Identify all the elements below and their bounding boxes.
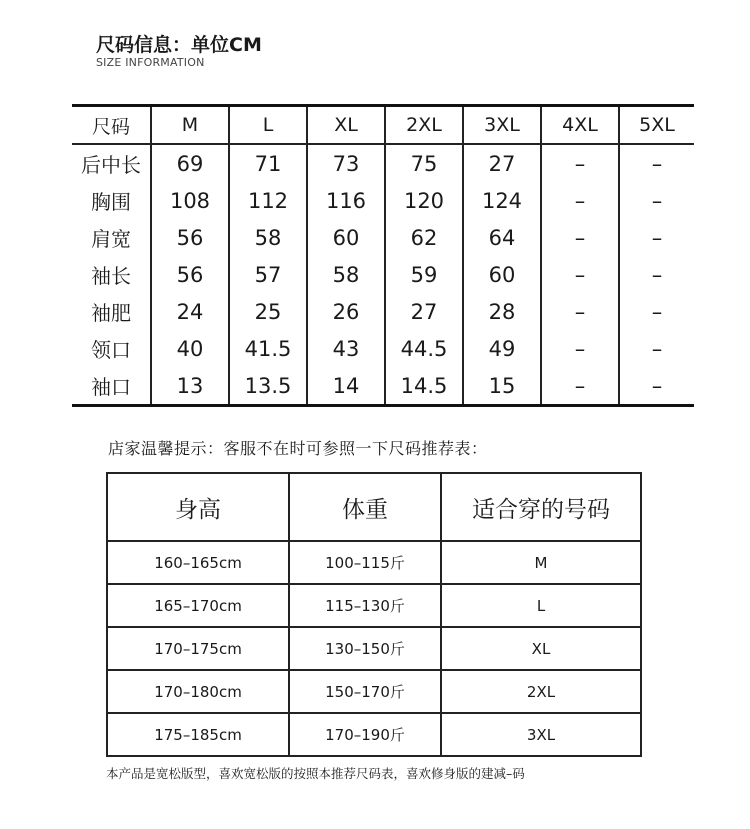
row-label: 袖口 (91, 375, 131, 399)
table-cell: 60 (307, 219, 385, 256)
table-cell: 2XL (441, 670, 641, 713)
column-header: 尺码 (72, 106, 151, 145)
recommend-table (106, 472, 642, 757)
table-cell: 44.5 (385, 330, 463, 367)
table-cell: 13.5 (229, 367, 307, 406)
fit-note: 本产品是宽松版型，喜欢宽松版的按照本推荐尺码表，喜欢修身版的建减–码 (106, 766, 525, 781)
column-header: 4XL (541, 106, 619, 145)
table-cell: 58 (307, 256, 385, 293)
table-cell: – (619, 330, 694, 367)
table-cell: XL (441, 627, 641, 670)
table-cell: – (619, 144, 694, 182)
table-cell: 24 (151, 293, 229, 330)
table-cell: 73 (307, 144, 385, 182)
table-cell: 62 (385, 219, 463, 256)
table-row (72, 256, 694, 293)
table-cell: 170–175cm (107, 627, 289, 670)
table-cell: 27 (463, 144, 541, 182)
table-cell: – (541, 256, 619, 293)
table-row (72, 330, 694, 367)
table-cell: 58 (229, 219, 307, 256)
table-cell: – (541, 367, 619, 406)
row-label: 袖长 (91, 264, 131, 288)
size-table-header (72, 106, 694, 145)
table-cell: 115–130斤 (289, 584, 441, 627)
table-cell: 130–150斤 (289, 627, 441, 670)
column-header: 身高 (107, 473, 289, 541)
table-cell: 26 (307, 293, 385, 330)
table-cell: – (541, 330, 619, 367)
row-label: 领口 (91, 338, 131, 362)
table-row (107, 713, 641, 756)
table-cell: 3XL (441, 713, 641, 756)
table-row (72, 144, 694, 182)
table-cell: 56 (151, 219, 229, 256)
row-label: 后中长 (81, 153, 141, 177)
table-cell: – (541, 293, 619, 330)
table-cell: 69 (151, 144, 229, 182)
table-cell: 57 (229, 256, 307, 293)
table-cell: 15 (463, 367, 541, 406)
table-cell: 14 (307, 367, 385, 406)
table-row (107, 670, 641, 713)
table-cell: 59 (385, 256, 463, 293)
table-row (72, 367, 694, 406)
table-cell: 116 (307, 182, 385, 219)
table-row (72, 182, 694, 219)
column-header: M (151, 106, 229, 145)
table-cell: 64 (463, 219, 541, 256)
table-cell: 160–165cm (107, 541, 289, 584)
table-cell: 28 (463, 293, 541, 330)
table-cell: 71 (229, 144, 307, 182)
table-cell: 170–190斤 (289, 713, 441, 756)
row-label: 肩宽 (91, 227, 131, 251)
table-cell: 165–170cm (107, 584, 289, 627)
table-cell: 120 (385, 182, 463, 219)
table-cell: 27 (385, 293, 463, 330)
table-row (107, 584, 641, 627)
table-cell: 40 (151, 330, 229, 367)
table-cell: 108 (151, 182, 229, 219)
table-cell: – (619, 182, 694, 219)
table-cell: – (619, 219, 694, 256)
row-label: 胸围 (91, 190, 131, 214)
table-cell: 60 (463, 256, 541, 293)
table-cell: 100–115斤 (289, 541, 441, 584)
column-header: 体重 (289, 473, 441, 541)
size-table (72, 104, 694, 407)
table-cell: 13 (151, 367, 229, 406)
table-cell: – (619, 293, 694, 330)
table-cell: 25 (229, 293, 307, 330)
table-row (107, 541, 641, 584)
column-header: XL (307, 106, 385, 145)
table-cell: 75 (385, 144, 463, 182)
row-label: 袖肥 (91, 301, 131, 325)
table-cell: 112 (229, 182, 307, 219)
table-cell: M (441, 541, 641, 584)
column-header: 3XL (463, 106, 541, 145)
table-cell: – (541, 182, 619, 219)
table-cell: – (541, 219, 619, 256)
table-cell: – (619, 367, 694, 406)
table-cell: – (619, 256, 694, 293)
table-cell: 49 (463, 330, 541, 367)
table-cell: 14.5 (385, 367, 463, 406)
table-cell: 175–185cm (107, 713, 289, 756)
column-header: 5XL (619, 106, 694, 145)
service-tip: 店家温馨提示：客服不在时可参照一下尺码推荐表： (108, 439, 488, 458)
table-cell: – (541, 144, 619, 182)
table-cell: 41.5 (229, 330, 307, 367)
table-row (72, 219, 694, 256)
column-header: 2XL (385, 106, 463, 145)
table-cell: 56 (151, 256, 229, 293)
table-cell: 43 (307, 330, 385, 367)
table-cell: 124 (463, 182, 541, 219)
column-header: L (229, 106, 307, 145)
page-subtitle: SIZE INFORMATION (96, 56, 205, 69)
table-cell: L (441, 584, 641, 627)
recommend-table-header (107, 473, 641, 541)
column-header: 适合穿的号码 (441, 473, 641, 541)
table-cell: 150–170斤 (289, 670, 441, 713)
table-row (72, 293, 694, 330)
page-title: 尺码信息：单位CM (96, 34, 262, 56)
table-row (107, 627, 641, 670)
table-cell: 170–180cm (107, 670, 289, 713)
